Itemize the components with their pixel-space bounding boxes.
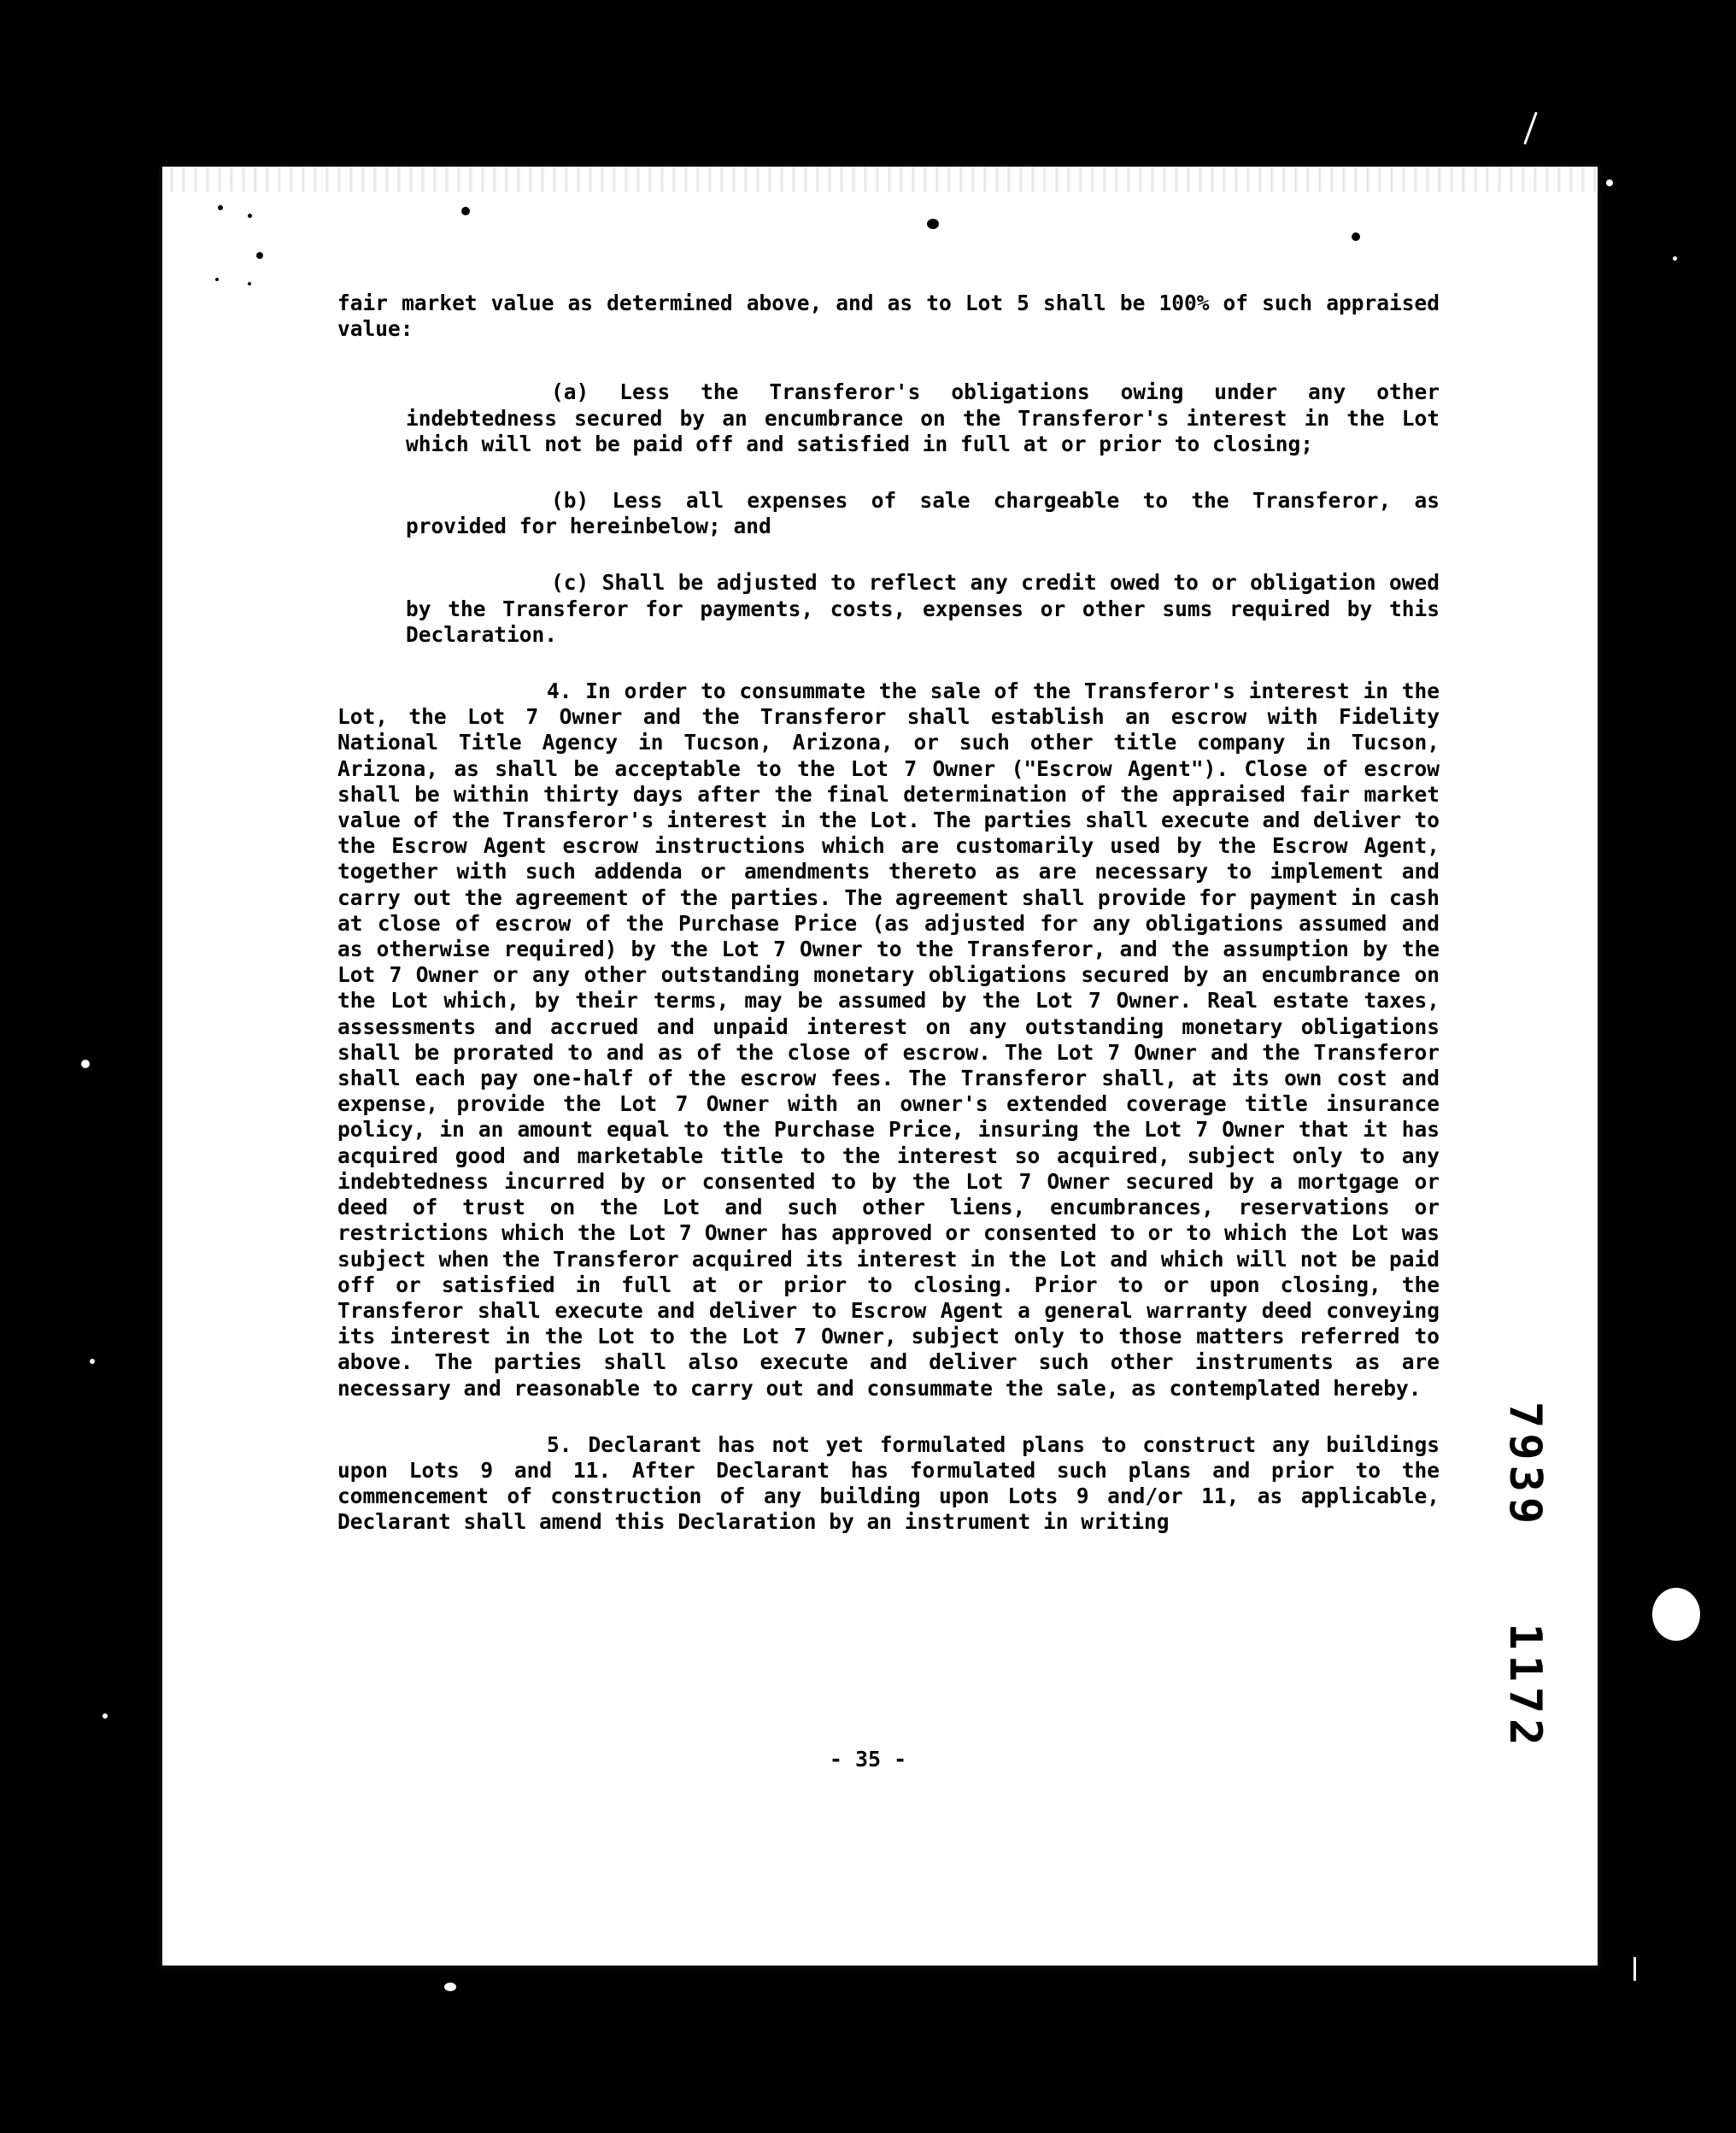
scan-speck — [218, 205, 223, 210]
clause-b: (b) Less all expenses of sale chargeable to the Transferor, as provided for hereinbelow; and — [406, 488, 1440, 539]
page-number: - 35 - — [829, 1747, 907, 1772]
scan-speck — [1673, 256, 1677, 261]
scan-speck — [1633, 1957, 1636, 1981]
book-page-reference — [1499, 1401, 1551, 1750]
scan-speck — [1523, 112, 1538, 145]
paragraph-4: 4. In order to consummate the sale of the Transferor's interest in the Lot, the Lot 7 Owner and the Transferor shall establish an escrow with Fidelity National Title Agency in Tucson, Arizona, or such other title company in Tucson, Arizona, as shall be acceptable to the Lot 7 Owner ("Escrow Agent"). Close of escrow shall be within thirty days after the final determination of the appraised fair market value of the Transferor's interest in the Lot. The parties shall execute and deliver to the Escrow Agent escrow instructions which are customarily used by the Escrow Agent, together with such addenda or amendments thereto as are necessary to implement and carry out the agreement of the parties. The agreement shall provide for payment in cash at close of escrow of the Purchase Price (as adjusted for any obligations assumed and as otherwise required) by the Lot 7 Owner to the Transferor, and the assumption by the Lot 7 Owner or any other outstanding monetary obligations secured by an encumbrance on the Lot which, by their terms, may be assumed by the Lot 7 Owner. Real estate taxes, assessments and accrued and unpaid interest on any outstanding monetary obligations shall be prorated to and as of the close of escrow. The Lot 7 Owner and the Transferor shall each pay one-half of the escrow fees. The Transferor shall, at its own cost and expense, provide the Lot 7 Owner with an owner's extended coverage title insurance policy, in an amount equal to the Purchase Price, insuring the Lot 7 Owner that it has acquired good and marketable title to the interest so acquired, subject only to any indebtedness incurred by or consented to by the Lot 7 Owner secured by a mortgage or deed of trust on the Lot and such other liens, encumbrances, reservations or restrictions which the Lot 7 Owner has approved or consented to or to which the Lot was subject when the Transferor acquired its interest in the Lot and which will not be paid off or satisfied in full at or prior to closing. Prior to or upon closing, the Transferor shall execute and deliver to Escrow Agent a general warranty deed conveying its interest in the Lot to the Lot 7 Owner, subject only to those matters referred to above. The parties shall also execute and deliver such other instruments as are necessary and reasonable to carry out and consummate the sale, as contemplated hereby. — [337, 679, 1440, 1401]
scan-speck — [81, 1060, 90, 1068]
paragraph-5: 5. Declarant has not yet formulated plans to construct any buildings upon Lots 9 and 11. After Declarant has formulated such plans and prior to the commencement of construction of any building upon Lots 9 and/or 11, as applicable, Declarant shall amend this Declaration by an instrument in writing — [337, 1431, 1440, 1535]
scan-noise-top-edge — [162, 167, 1598, 192]
document-body — [337, 291, 1440, 1566]
scan-speck — [461, 207, 470, 215]
scan-speck — [256, 252, 263, 259]
punch-hole — [1652, 1588, 1700, 1641]
scan-speck — [90, 1359, 95, 1364]
scan-speck — [103, 1713, 108, 1719]
scan-speck — [248, 282, 251, 285]
intro-paragraph: fair market value as determined above, and as to Lot 5 shall be 100% of such appraised value: — [337, 291, 1440, 342]
page-reference: 1172 — [1499, 1623, 1551, 1751]
scan-speck — [215, 278, 219, 281]
scan-speck — [248, 214, 252, 218]
scan-speck — [444, 1983, 456, 1991]
scan-speck — [1352, 232, 1360, 241]
scan-speck — [927, 219, 939, 229]
book-number: 7939 — [1499, 1401, 1551, 1530]
clause-a: (a) Less the Transferor's obligations owing under any other indebtedness secured by an encumbrance on the Transferor's interest in the Lot which will not be paid off and satisfied in full at or prior to closing; — [406, 379, 1440, 456]
scan-speck — [1606, 179, 1613, 186]
clause-c: (c) Shall be adjusted to reflect any credit owed to or obligation owed by the Transferor for payments, costs, expenses or other sums required by this Declaration. — [406, 570, 1440, 647]
